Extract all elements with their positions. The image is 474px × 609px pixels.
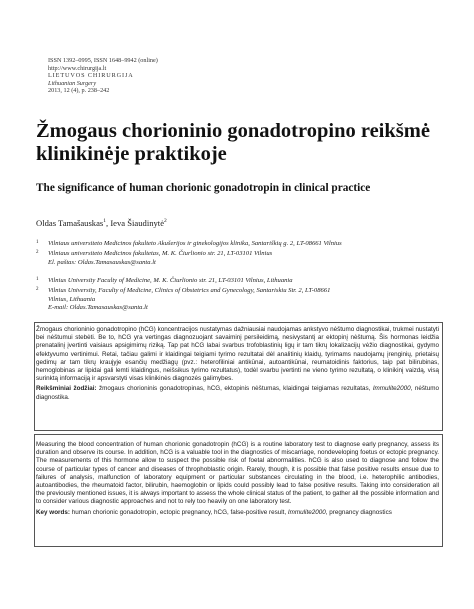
journal-header — [48, 57, 158, 95]
keywords-lt-end: , nėštumo diagnostika. — [36, 385, 439, 401]
affiliation-text: Vilniaus universiteto Medicinos fakulteto Akušerijos ir ginekologijos klinika, Santariškių g. 2, LT-08661 Vilnius — [48, 240, 342, 247]
abstract-lt-text: Žmogaus chorioninio gonadotropino (hCG) koncentracijos nustatymas dažniausiai naudojamas ankstyvo nėštumo diagnostikai, trukmei nustatyti bei nėštumui stebėti. Be to, hCG yra vertingas diagnozuojant savaiminį persileidimą, nesivystantį ar ektopinį nėštumą. Šis hormonas leidžia prenatalinį įvertinti vaisiaus apsigimimų riziką. Tap pat hCG labai svarbus trofoblastinių ligų ir tam tikrų lokalizacijų vėžio diagnostikai, gydymo efektyvumo vertinimui. Retai, tačiau galimi ir klaidingai teigiami tyrimo rezultatai dėl analitinių klaidų, tyrimams naudojamų įrenginių, prietaisų gedimų ar tam tikrų kraujyje esančių medžiagų (pvz.: heterofiliniai antikūnai, autoantikūnai, reumatoidinis faktorius, taip pat bilirubinas, hemoglobinas ar lipidai gali lemti klaidingus, neišsikus tyrimo rezultatus), todėl svarbu įvertinti ne vieno tyrimo rezultatą, o klinikinį vaizdą, visą surinktą informaciją ir apsvarstyti visas klinikinės diagnozės galimybes. — [36, 326, 439, 383]
author-list — [36, 218, 167, 228]
affiliation-number: 1 — [36, 277, 39, 282]
affiliation-text: Vilnius University, Faculty of Medicine, Clinics of Obstetrics and Gynecology, Santariskiu Str. 2, LT-08661 Vilnius, Lithuania E-mail: Oldas.Tamasauskas@santa.lt — [48, 287, 331, 312]
keywords-en-italic: Immulite2000 — [287, 508, 326, 516]
author-affil-mark: 2 — [164, 218, 167, 225]
affiliation-number: 2 — [36, 250, 39, 255]
author-name: Oldas Tamašauskas — [36, 218, 104, 228]
abstract-english — [36, 441, 439, 517]
title-lithuanian: Žmogaus chorioninio gonadotropino reikšmė klinikinėje praktikoje — [36, 120, 430, 165]
affiliation-number: 1 — [36, 240, 39, 245]
author-affil-mark: 1 — [103, 218, 107, 225]
affiliation-number: 2 — [36, 287, 39, 292]
affiliation-text: Vilnius University Faculty of Medicine, M. K. Čiurlionio str. 21, LT-03101 Vilnius, Lithuania — [48, 277, 293, 284]
journal-url[interactable]: http://www.chirurgija.lt — [48, 64, 107, 72]
title-english: The significance of human chorionic gonadotropin in clinical practice — [36, 182, 371, 194]
keywords-en-end: , pregnancy diagnostics — [325, 508, 392, 516]
citation-line: 2013, 12 (4), p. 238–242 — [48, 87, 110, 95]
keywords-en-text: human chorionic gonadotropin, ectopic pregnancy, hCG, false-positive result, — [69, 508, 288, 516]
journal-name: LIETUVOS CHIRURGIJA — [48, 72, 134, 80]
keywords-lt-italic: Immulite2000 — [372, 385, 411, 393]
abstract-lithuanian — [36, 326, 439, 402]
author-separator: , — [106, 218, 111, 228]
keywords-en — [36, 509, 439, 517]
keywords-lt-text: žmogaus chorioninis gonadotropinas, hCG, ektopinis nėštumas, klaidingai teigiamas rezultatas, — [96, 385, 373, 393]
journal-name-en: Lithuanian Surgery — [48, 79, 97, 87]
issn-line: ISSN 1392–0995, ISSN 1648–9942 (online) — [48, 57, 158, 64]
affiliation-text: Vilniaus universiteto Medicinos fakultetas, M. K. Čiurlionio str. 21, LT-03101 Vilnius El. paštas: Oldas.Tamasauskas@santa.lt — [48, 250, 273, 266]
keywords-lt-label: Reikšminiai žodžiai: — [36, 385, 97, 393]
keywords-lt — [36, 385, 439, 401]
author-name: Ieva Šiaudinytė — [110, 218, 165, 228]
abstract-en-text: Measuring the blood concentration of human chorionic gonadotropin (hCG) is a routine laboratory test to diagnose early pregnancy, assess its duration and observe its course. In addition, hCG is a valuable tool in the diagnostics of miscarriage, nondeveloping foetus or ectopic pregnancy. The measurements of this hormone allow to suspect the possible risk of foetal abnormalities. hCG is also used to diagnose and follow the course of particular types of cancer and diseases of throphoblastic origin. Rarely, though, it is possible that false positive results ensue due to failures of analysis, malfunction of laboratory equipment or particular substances circulating in the blood, i.e. heterophilic antibodies, autoantibodies, the rheumatoid factor, bilirubin, haemoglobin or lipids could possibly lead to false positive results. Taking into consideration all the previously mentioned issues, it is always important to assess the whole clinical status of the patient, to gather all the possible information and to consider various diagnostic approaches and not to rely too heavily on one laboratory test. — [36, 441, 439, 506]
keywords-en-label: Key words: — [36, 508, 70, 516]
